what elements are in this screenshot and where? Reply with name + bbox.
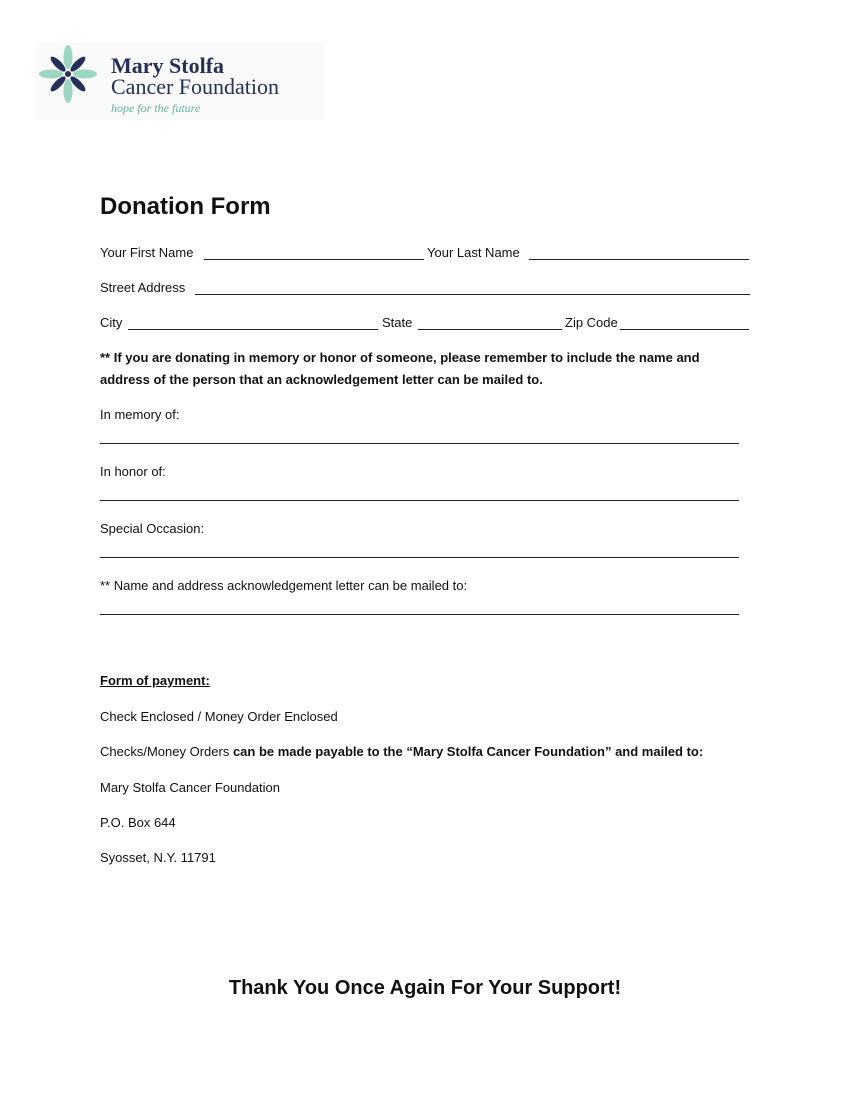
flower-logo-icon <box>37 43 111 120</box>
last-name-label: Your Last Name <box>427 245 520 260</box>
street-address-field[interactable] <box>195 294 750 295</box>
foundation-logo <box>37 43 324 120</box>
in-memory-label: In memory of: <box>100 407 180 422</box>
mailing-address-line3: Syosset, N.Y. 11791 <box>100 850 216 865</box>
memorial-note-line2: address of the person that an acknowledgement letter can be mailed to. <box>100 372 543 387</box>
acknowledgement-label: ** Name and address acknowledgement letter can be mailed to: <box>100 578 468 593</box>
city-field[interactable] <box>128 329 378 330</box>
payable-instructions <box>100 743 703 761</box>
in-honor-label: In honor of: <box>100 464 166 479</box>
logo-name-line1: Mary Stolfa <box>111 53 225 78</box>
acknowledgement-field[interactable] <box>100 614 739 615</box>
last-name-field[interactable] <box>529 259 749 260</box>
first-name-field[interactable] <box>204 259 424 260</box>
payment-method: Check Enclosed / Money Order Enclosed <box>100 709 338 724</box>
payable-rest: can be made payable to the “Mary Stolfa Cancer Foundation” and mailed to: <box>229 744 704 759</box>
logo-name-line2: Cancer Foundation <box>111 74 280 99</box>
special-occasion-label: Special Occasion: <box>100 521 205 536</box>
street-address-label: Street Address <box>100 280 186 295</box>
state-label: State <box>382 315 413 330</box>
payable-prefix: Checks/Money Orders <box>100 744 230 759</box>
memorial-note-line1: ** If you are donating in memory or honor of someone, please remember to include the name and <box>100 350 700 365</box>
state-field[interactable] <box>418 329 562 330</box>
page-title: Donation Form <box>100 193 271 220</box>
city-label: City <box>100 315 123 330</box>
payment-heading: Form of payment: <box>100 673 210 688</box>
special-occasion-field[interactable] <box>100 557 739 558</box>
in-memory-field[interactable] <box>100 443 739 444</box>
mailing-address-line1: Mary Stolfa Cancer Foundation <box>100 780 280 795</box>
zip-code-label: Zip Code <box>565 315 618 330</box>
logo-tagline: hope for the future <box>111 101 201 115</box>
first-name-label: Your First Name <box>100 245 194 260</box>
zip-code-field[interactable] <box>620 329 749 330</box>
mailing-address-line2: P.O. Box 644 <box>100 815 176 830</box>
in-honor-field[interactable] <box>100 500 739 501</box>
thank-you-message: Thank You Once Again For Your Support! <box>228 977 622 999</box>
